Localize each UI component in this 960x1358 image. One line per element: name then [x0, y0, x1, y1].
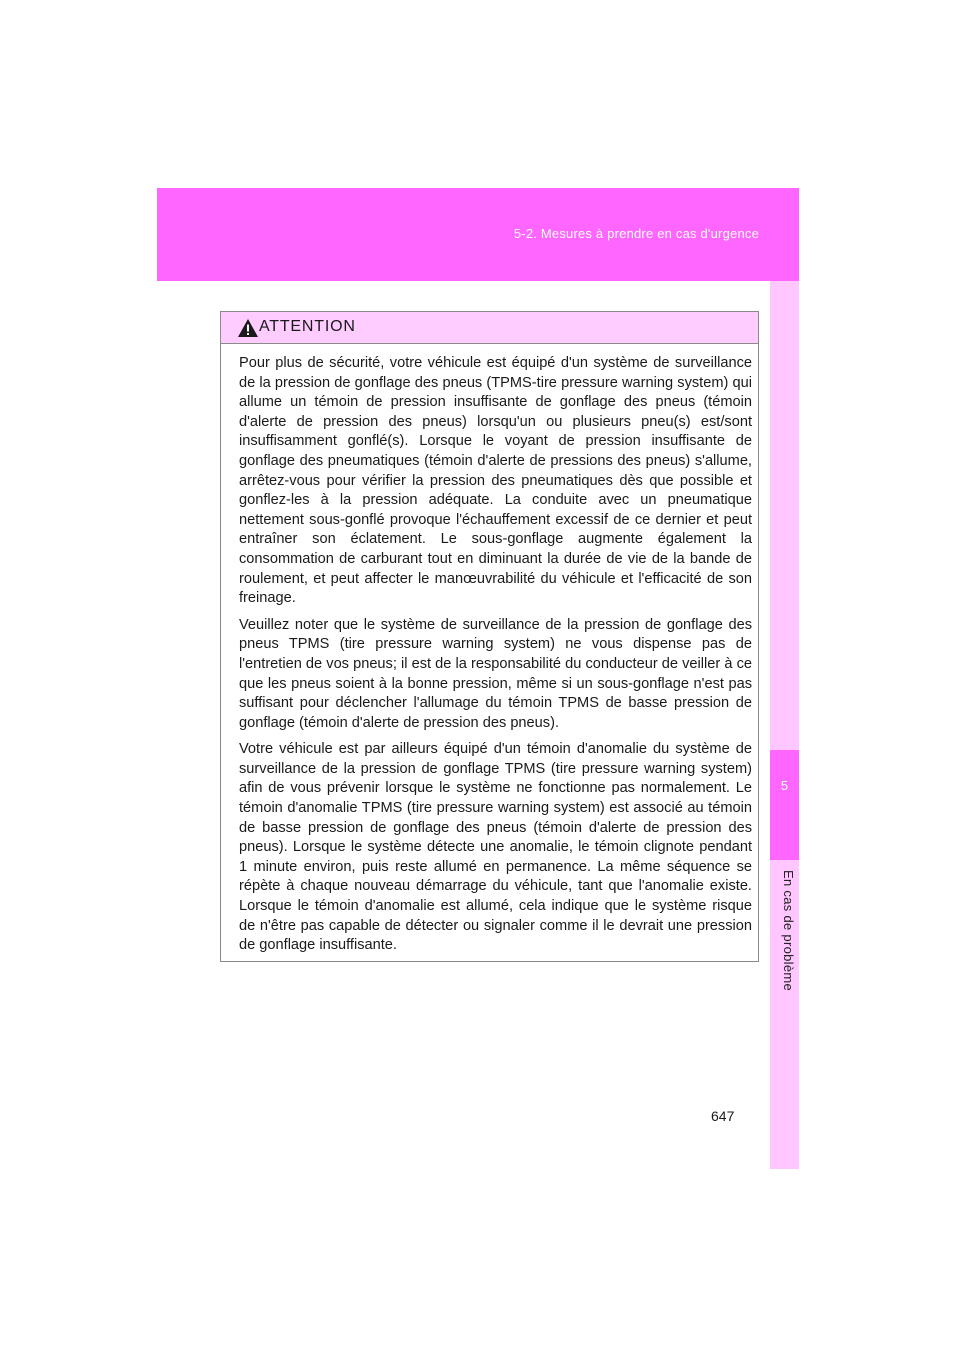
section-title: 5-2. Mesures à prendre en cas d'urgence [513, 226, 759, 241]
warning-triangle-icon [237, 318, 259, 338]
warning-body [221, 344, 758, 956]
warning-paragraph: Pour plus de sécurité, votre véhicule est équipé d'un système de surveillance de la pression de gonflage des pneus (TPMS-tire pressure warning system) qui allume un témoin de pression insuffisante de gonflage des pneus (témoin d'alerte de pression des pneus) lorsqu'un ou plusieurs pneu(s) est/sont insuffisamment gonflé(s). Lorsque le voyant de pression insuffisante de gonflage des pneumatiques (témoin d'alerte de pressions des pneus) s'allume, arrêtez-vous pour vérifier la pression des pneumatiques dès que possible et gonflez-les à la pression adéquate. La conduite avec un pneumatique nettement sous-gonflé provoque l'échauffement excessif de ce dernier et peut entraîner son éclatement. Le sous-gonflage augmente également la consommation de carburant tout en diminuant la durée de vie de la bande de roulement, et peut affecter le manœuvrabilité du véhicule et l'efficacité de son freinage. [239, 355, 752, 607]
warning-paragraph: Votre véhicule est par ailleurs équipé d'un témoin d'anomalie du système de surveillance de la pression de gonflage TPMS (tire pressure warning system) afin de vous prévenir lorsque le système ne fonctionne pas normalement. Le témoin d'anomalie TPMS (tire pressure warning system) est associé au témoin de basse pression de gonflage des pneus (témoin d'alerte de pression des pneus). Lorsque le système détecte une anomalie, le témoin clignote pendant 1 minute environ, puis reste allumé en permanence. La même séquence se répète à chaque nouveau démarrage du véhicule, tant que l'anomalie existe. Lorsque le témoin d'anomalie est allumé, cela indique que le système risque de n'être pas capable de détecter ou signaler comme il le devrait une pression de gonflage insuffisante. [239, 741, 752, 954]
warning-paragraph: Veuillez noter que le système de surveillance de la pression de gonflage des pneus TPMS (tire pressure warning system) ne vous dispense pas de l'entretien de vos pneus; il est de la responsabilité du conducteur de veiller à ce que les pneus soient à la bonne pression, même si un sous-gonflage n'est pas suffisant pour déclencher l'allumage du témoin TPMS de basse pression de gonflage (témoin d'alerte de pression des pneus). [239, 616, 752, 731]
warning-title: ATTENTION [259, 318, 356, 335]
chapter-tab [770, 750, 799, 860]
chapter-number: 5 [780, 778, 789, 793]
section-header-band [157, 188, 799, 281]
warning-header [221, 312, 758, 344]
chapter-title: En cas de problème [781, 870, 796, 992]
page-number: 647 [711, 1108, 735, 1124]
warning-box [220, 311, 759, 962]
